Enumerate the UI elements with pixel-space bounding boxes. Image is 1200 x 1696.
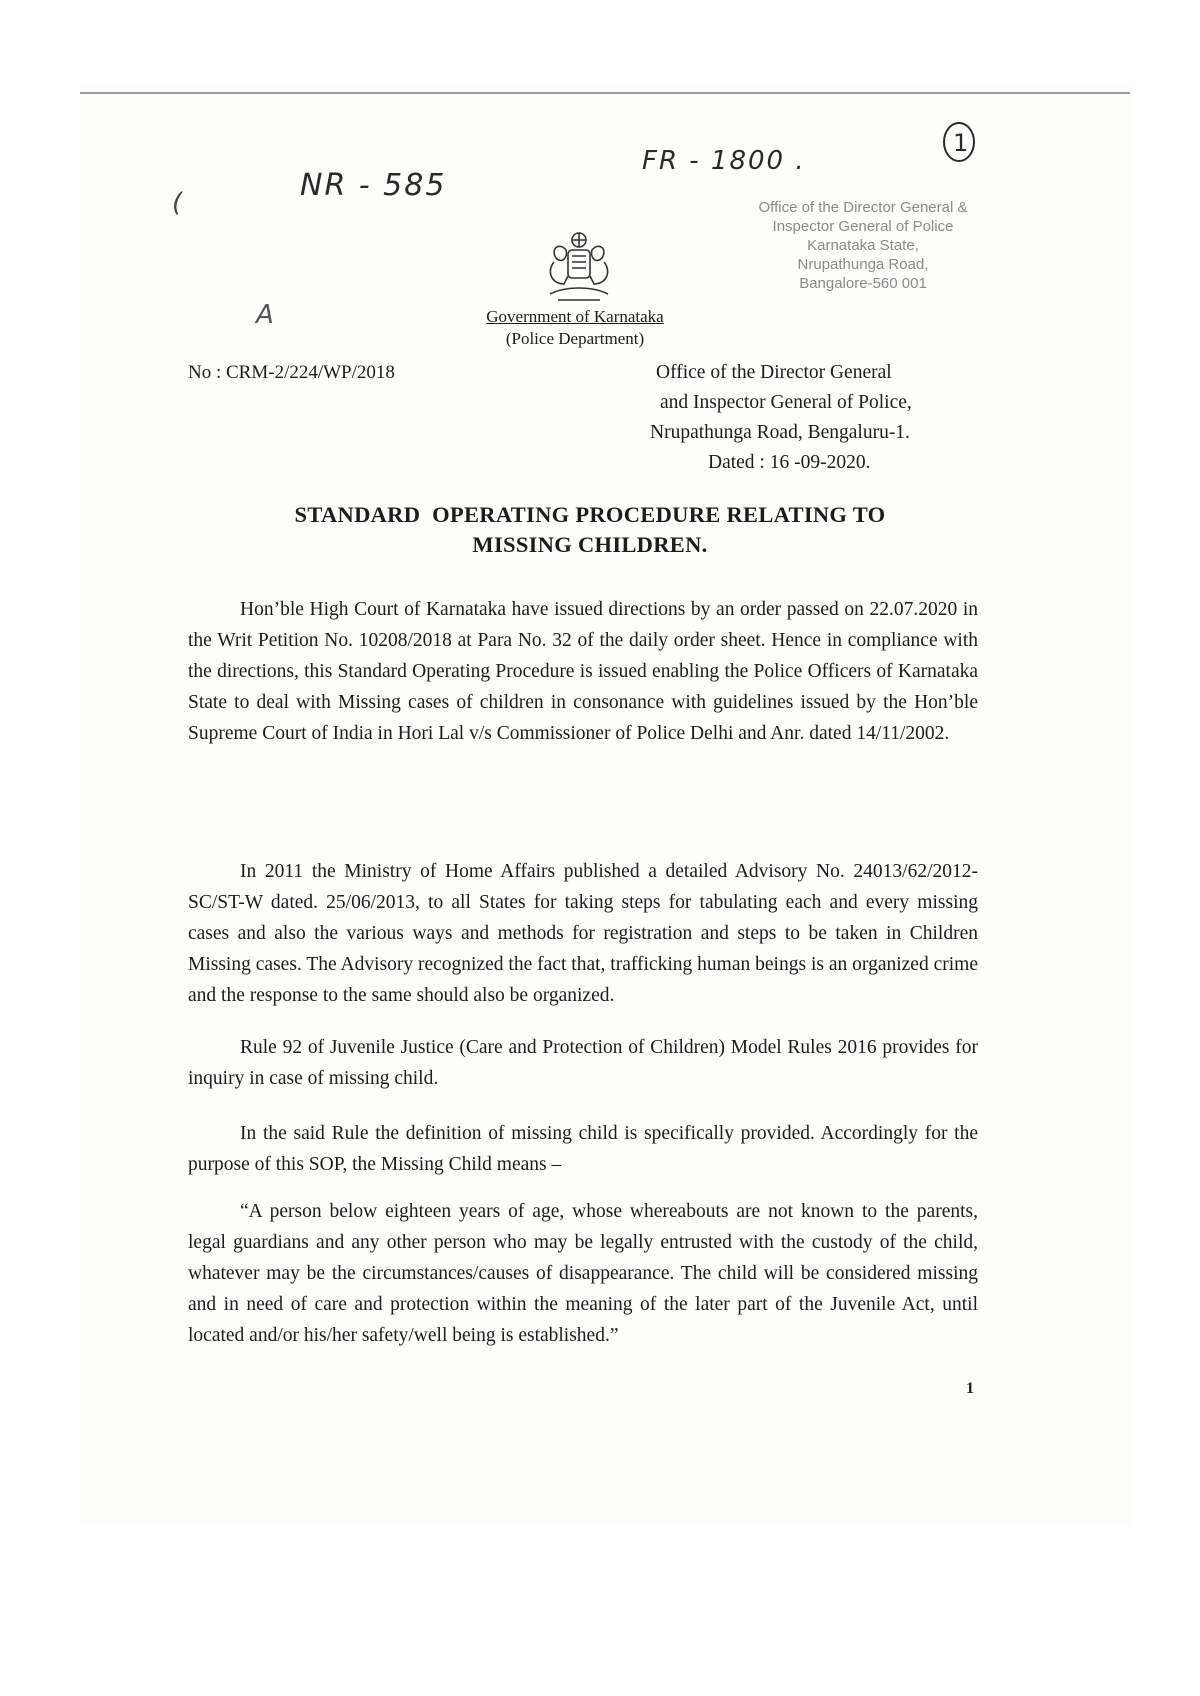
stamp-line: Karnataka State, [807,237,919,254]
document-title [180,500,1000,560]
department-name: (Police Department) [505,329,645,348]
handwritten-nr-note: NR - 585 [300,168,447,203]
office-line: Nrupathunga Road, Bengaluru-1. [650,422,910,443]
state-emblem-icon [536,228,622,308]
handwritten-fr-note: FR - 1800 . [642,146,806,176]
circle-mark-icon [940,120,980,164]
stamp-line: Bangalore-560 001 [799,275,927,292]
office-address [650,358,996,478]
handwritten-paren-mark: ( [172,188,185,218]
title-line: STANDARD OPERATING PROCEDURE RELATING TO [294,502,886,527]
date-line: Dated : 16 -09-2020. [708,452,871,473]
handwritten-a-mark: A [256,300,276,330]
title-line: MISSING CHILDREN. [472,532,708,557]
reference-number: No : CRM-2/224/WP/2018 [188,362,395,383]
handwritten-circled-number [940,120,980,172]
paragraph: Hon’ble High Court of Karnataka have issued directions by an order passed on 22.07.2020 in the Writ Petition No. 10208/2018 at Para No. 32 of the daily order sheet. Hence in compliance with the directions, this Standard Operating Procedure is issued enabling the Police Officers of Karnataka State to deal with Missing cases of children in consonance with guidelines issued by the Hon’ble Supreme Court of India in Hori Lal v/s Commissioner of Police Delhi and Anr. dated 14/11/2002. [188,599,978,744]
office-line: and Inspector General of Police, [660,392,912,413]
office-line: Office of the Director General [656,362,892,383]
stamp-line: Inspector General of Police [772,218,954,235]
office-stamp [718,198,1008,293]
government-name: Government of Karnataka [486,307,664,326]
government-heading [460,306,690,350]
stamp-line: Office of the Director General & [758,199,968,216]
paragraph: In 2011 the Ministry of Home Affairs published a detailed Advisory No. 24013/62/2012-SC/ST-W dated. 25/06/2013, to all States for taking steps for tabulating each and every missing cases and also the various ways and methods for registration and steps to be taken in Children Missing cases. The Advisory recognized the fact that, trafficking human beings is an organized crime and the response to the same should also be organized. [188,861,978,1006]
stamp-line: Nrupathunga Road, [797,256,929,273]
paragraph: Rule 92 of Juvenile Justice (Care and Protection of Children) Model Rules 2016 provides for inquiry in case of missing child. [188,1037,978,1089]
page-number: 1 [966,1380,974,1397]
paragraph: In the said Rule the definition of missing child is specifically provided. Accordingly for the purpose of this SOP, the Missing Child means – [188,1123,978,1175]
svg-text:1: 1 [953,129,971,157]
top-border-line [80,92,1130,94]
definition-quote: “A person below eighteen years of age, whose whereabouts are not known to the parents, legal guardians and any other person who may be legally entrusted with the custody of the child, whatever may be the circumstances/causes of disappearance. The child will be considered missing and in need of care and protection within the meaning of the later part of the Juvenile Act, until located and/or his/her safety/well being is established.” [188,1201,978,1346]
